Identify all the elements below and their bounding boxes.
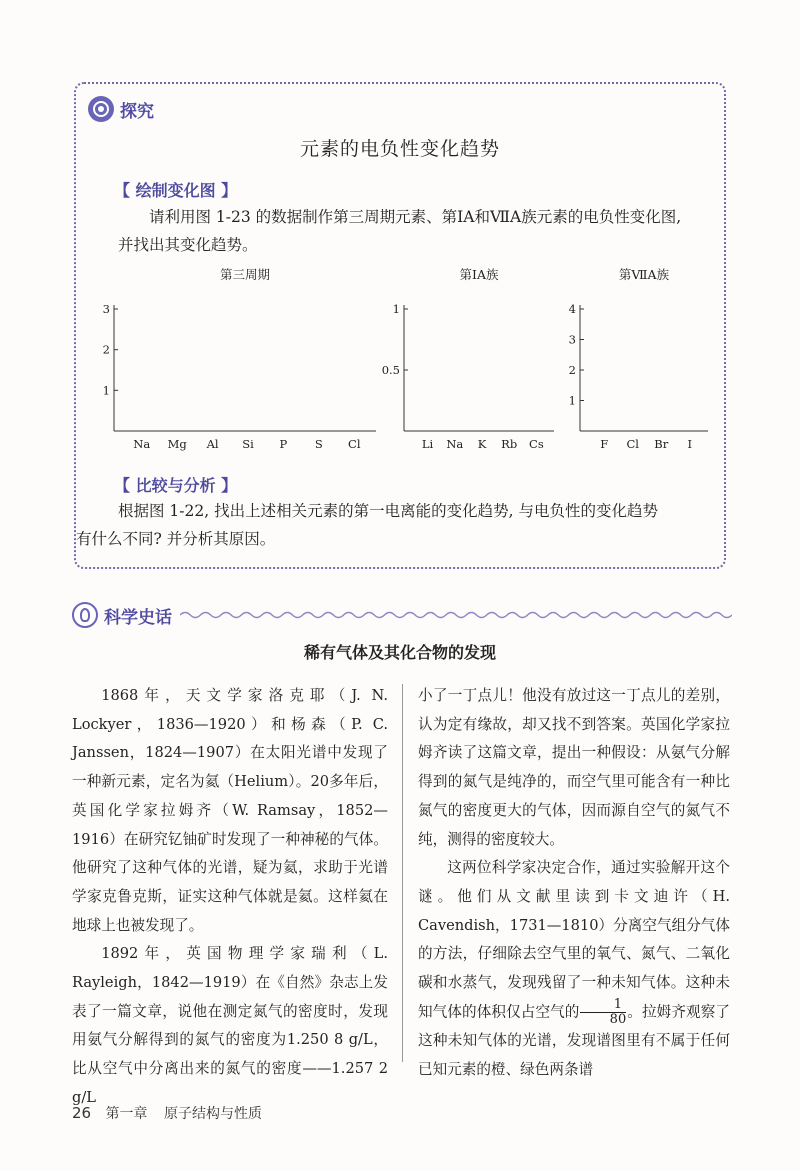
explore-box (74, 82, 726, 569)
chart-title: 第ⅦA族 (618, 267, 670, 282)
left-paragraph-2: 1892年，英国物理学家瑞利（L. Rayleigh，1842—1919）在《自然》杂志上发表了一篇文章，说他在测定氮气的密度时，发现用氨气分解得到的氮气的密度为1.250 8 g/L，比从空气中分离出来的氮气的密度——1.257 2 g/L (72, 945, 388, 1106)
section-heading-draw: 【 绘制变化图 】 (114, 181, 238, 200)
y-tick-label: 2 (568, 363, 576, 377)
y-tick-label: 3 (568, 332, 576, 347)
chart-group7a (554, 269, 714, 459)
article-title: 稀有气体及其化合物的发现 (303, 643, 496, 662)
y-tick-label: 3 (102, 302, 110, 316)
x-tick-label: P (279, 437, 288, 451)
right-paragraph-2 (418, 854, 730, 1084)
chart-period3 (84, 269, 384, 459)
y-tick-label: 1 (392, 302, 400, 316)
chapter-title: 原子结构与性质 (164, 1106, 262, 1122)
section-heading-compare: 【 比较与分析 】 (114, 476, 238, 495)
x-tick-label: Rb (501, 437, 518, 451)
history-header (72, 602, 732, 628)
compare-instructions-line1: 根据图 1-22, 找出上述相关元素的第一电离能的变化趋势, 与电负性的变化趋势 (118, 502, 658, 520)
y-tick-label: 4 (568, 302, 576, 316)
history-label: 科学史话 (104, 607, 172, 628)
left-paragraph-1: 1868年，天文学家洛克耶（J. N. Lockyer，1836—1920）和杨森（P. C. Janssen，1824—1907）在太阳光谱中发现了一种新元素，定名为氦（Helium）。20多年后，英国化学家拉姆齐（W. Ramsay，1852—1916）在研究钇铀矿时发现了一种神秘的气体。他研究了这种气体的光谱，疑为氦，求助于光谱学家克鲁克斯，证实这种气体就是氦。这样氦在地球上也被发现了。 (72, 687, 388, 934)
x-tick-label: K (477, 437, 487, 451)
fraction-denominator: 80 (609, 1011, 627, 1027)
fraction-numerator: 1 (580, 998, 626, 1013)
column-divider (402, 684, 403, 1062)
draw-instructions-line1: 请利用图 1-23 的数据制作第三周期元素、第ⅠA和ⅦA族元素的电负性变化图, (149, 208, 682, 226)
history-badge-icon (72, 602, 98, 628)
right-paragraph-2-text-a: 这两位科学家决定合作，通过实验解开这个谜。他们从文献里读到卡文迪许（H. Cavendish，1731—1810）分离空气组分气体的方法，仔细除去空气里的氧气、氮气、二氧化碳和水蒸气，发现残留了一种未知气体。这种未知气体的体积仅占空气的 (418, 859, 730, 1021)
x-tick-label: Na (446, 437, 464, 451)
right-paragraph-1: 小了一丁点儿！他没有放过这一丁点儿的差别，认为定有缘故，却又找不到答案。英国化学家拉姆齐读了这篇文章，提出一种假设：从氨气分解得到的氮气是纯净的，而空气里可能含有一种比氮气的密度更大的气体，因而源自空气的氮气不纯，测得的密度较大。 (418, 687, 730, 848)
chart-title: 第三周期 (219, 267, 271, 282)
right-paragraph-2-text-b: 。拉姆齐观察了这种未知气体的光谱，发现谱图里有不属于任何已知元素的橙、绿色两条谱 (418, 1003, 730, 1078)
y-tick-label: 1 (568, 393, 576, 408)
right-column (418, 682, 730, 1084)
chart-title: 第ⅠA族 (459, 267, 499, 282)
x-tick-label: Al (206, 437, 219, 451)
explore-header (88, 96, 154, 122)
fraction-one-eightieth (580, 998, 626, 1027)
draw-instructions-line2: 并找出其变化趋势。 (118, 236, 258, 254)
compare-instructions (76, 497, 716, 553)
chapter-label: 第一章 (105, 1106, 148, 1122)
y-tick-label: 0.5 (381, 363, 400, 377)
x-tick-label: Na (133, 437, 151, 451)
explore-badge-icon (88, 96, 114, 122)
page-number: 26 (72, 1104, 92, 1122)
chart-group7a-svg (554, 269, 714, 459)
y-tick-label: 1 (102, 383, 110, 398)
wave-divider (180, 610, 732, 620)
explore-title: 元素的电负性变化趋势 (299, 138, 500, 160)
x-tick-label: F (600, 437, 609, 451)
x-tick-label: Mg (167, 437, 187, 451)
y-tick-label: 2 (102, 342, 110, 357)
chart-period3-svg (84, 269, 384, 459)
x-tick-label: Cl (348, 437, 361, 451)
explore-label: 探究 (120, 101, 154, 122)
x-tick-label: Br (654, 437, 669, 451)
left-column (72, 682, 388, 1113)
x-tick-label: Si (242, 437, 254, 451)
x-tick-label: Cs (529, 437, 544, 451)
x-tick-label: Li (421, 437, 434, 451)
chart-group1a (366, 269, 556, 459)
draw-instructions (118, 203, 728, 259)
x-tick-label: Cl (626, 437, 639, 451)
page-footer (72, 1103, 262, 1123)
x-tick-label: S (314, 437, 323, 451)
compare-instructions-line2: 有什么不同? 并分析其原因。 (76, 530, 276, 548)
x-tick-label: I (687, 437, 693, 451)
chart-group1a-svg (366, 269, 556, 459)
